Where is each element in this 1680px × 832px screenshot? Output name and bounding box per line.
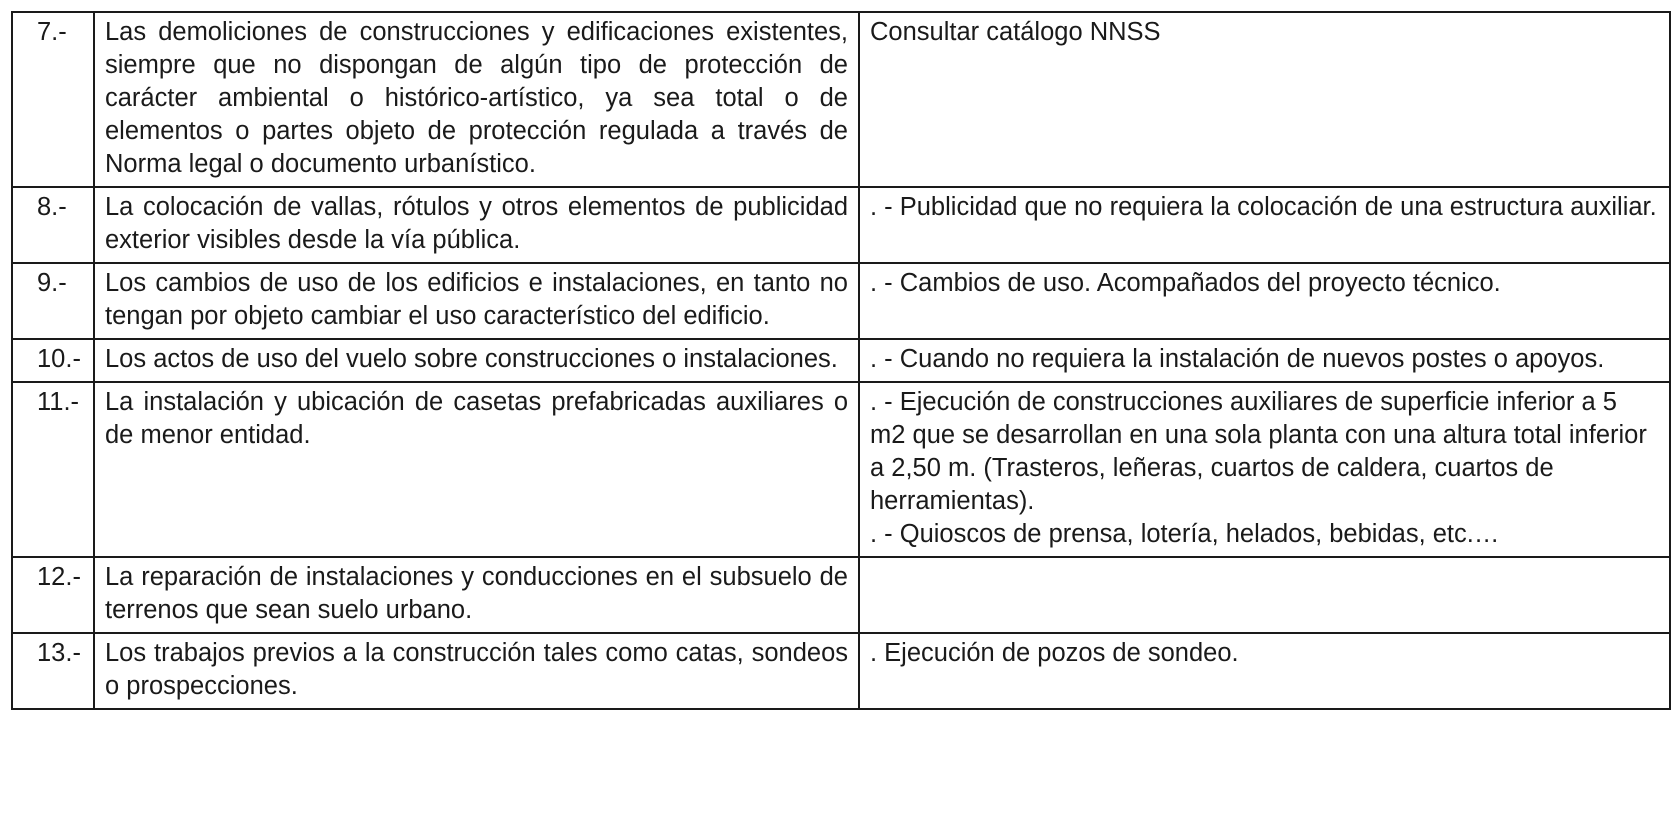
regulation-table xyxy=(11,11,1671,710)
row-number: 12.- xyxy=(37,563,81,591)
note-cell xyxy=(859,339,1670,382)
row-number: 13.- xyxy=(37,639,81,667)
row-description: Los actos de uso del vuelo sobre construcciones o instalaciones. xyxy=(105,345,838,373)
row-note: . - Cuando no requiera la instalación de nuevos postes o apoyos. xyxy=(870,345,1605,373)
row-note: . - Cambios de uso. Acompañados del proyecto técnico. xyxy=(870,269,1501,297)
note-cell xyxy=(859,187,1670,263)
row-number-cell xyxy=(12,339,94,382)
row-number: 10.- xyxy=(37,345,81,373)
table-row xyxy=(12,187,1670,263)
description-cell xyxy=(94,633,859,709)
row-number-cell xyxy=(12,263,94,339)
description-cell xyxy=(94,339,859,382)
row-description: Las demoliciones de construcciones y edificaciones existentes, siempre que no dispongan de algún tipo de protección de carácter ambiental o histórico-artístico, ya sea total o de elementos o partes objeto de protección regulada a través de Norma legal o documento urbanístico. xyxy=(105,18,848,178)
table-row xyxy=(12,339,1670,382)
note-cell xyxy=(859,12,1670,187)
table-row xyxy=(12,633,1670,709)
row-number: 7.- xyxy=(37,18,67,46)
row-description: Los trabajos previos a la construcción tales como catas, sondeos o prospecciones. xyxy=(105,639,848,700)
row-note: Consultar catálogo NNSS xyxy=(870,18,1161,46)
description-cell xyxy=(94,382,859,557)
note-cell xyxy=(859,263,1670,339)
description-cell xyxy=(94,263,859,339)
row-description: La reparación de instalaciones y conducciones en el subsuelo de terrenos que sean suelo urbano. xyxy=(105,563,848,624)
row-description: La instalación y ubicación de casetas prefabricadas auxiliares o de menor entidad. xyxy=(105,388,848,449)
row-number-cell xyxy=(12,12,94,187)
row-note: . Ejecución de pozos de sondeo. xyxy=(870,639,1239,667)
table-row xyxy=(12,12,1670,187)
note-cell xyxy=(859,633,1670,709)
row-number: 9.- xyxy=(37,269,67,297)
note-cell xyxy=(859,382,1670,557)
note-cell xyxy=(859,557,1670,633)
row-note: . - Publicidad que no requiera la colocación de una estructura auxiliar. xyxy=(870,193,1657,221)
row-number-cell xyxy=(12,187,94,263)
row-description: Los cambios de uso de los edificios e instalaciones, en tanto no tengan por objeto cambiar el uso característico del edificio. xyxy=(105,269,848,330)
row-note: . - Ejecución de construcciones auxiliares de superficie inferior a 5 m2 que se desarrollan en una sola planta con una altura total inferior a 2,50 m. (Trasteros, leñeras, cuartos de caldera, cuartos de herramientas). . - Quioscos de prensa, lotería, helados, bebidas, etc.… xyxy=(870,388,1647,548)
row-description: La colocación de vallas, rótulos y otros elementos de publicidad exterior visibles desde la vía pública. xyxy=(105,193,848,254)
table-row xyxy=(12,382,1670,557)
description-cell xyxy=(94,12,859,187)
table-row xyxy=(12,263,1670,339)
row-number-cell xyxy=(12,557,94,633)
description-cell xyxy=(94,187,859,263)
row-number-cell xyxy=(12,382,94,557)
row-number: 8.- xyxy=(37,193,67,221)
row-number: 11.- xyxy=(37,388,80,416)
row-number-cell xyxy=(12,633,94,709)
table-row xyxy=(12,557,1670,633)
description-cell xyxy=(94,557,859,633)
